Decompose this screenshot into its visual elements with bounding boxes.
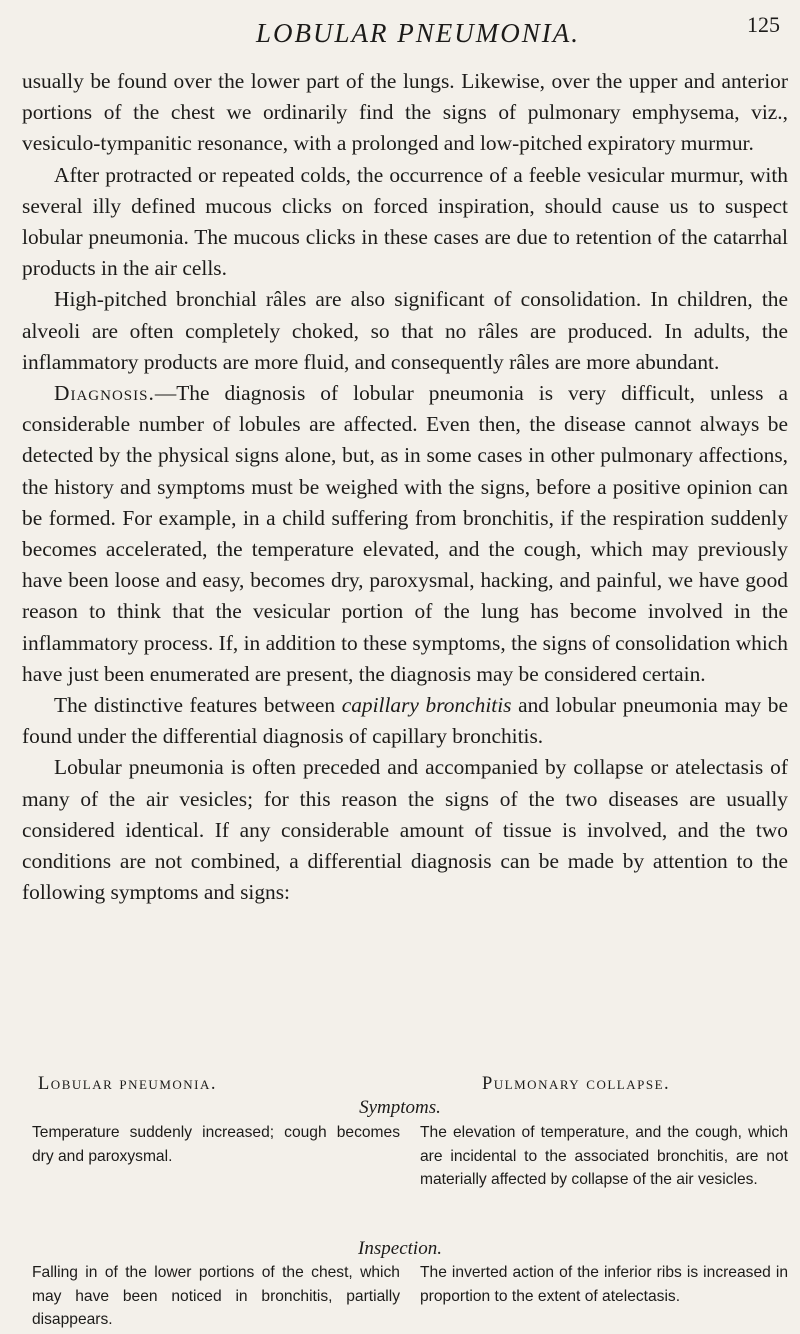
pulmonary-collapse-heading: Pulmonary collapse. — [482, 1074, 671, 1094]
capillary-bronchitis-term: capillary bronchitis — [341, 693, 512, 718]
symptoms-title: Symptoms. — [359, 1097, 441, 1118]
distinctive-text-start: The distinctive features between — [54, 693, 342, 718]
diagnosis-text: —The diagnosis of lobular pneumonia is very difficult, unless a considerable number of lobules are affected. Even then, the disease cannot always be detected by the physical signs alone, but, as in some cases in other pulmonary affections, the history and symptoms must be weighed with the signs, before a positive opinion can be formed. For example, in a child suffering from bronchitis, if the respiration suddenly becomes accelerated, the temperature elevated, and the cough, which may previously have been loose and easy, becomes dry, paroxysmal, hacking, and painful, we have good reason to think that the vesicular portion of the lung has become involved in the inflammatory process. If, in addition to these symptoms, the signs of consolidation which have just been enumerated are present, the diagnosis may be considered certain. — [22, 381, 788, 686]
running-title: LOBULAR PNEUMONIA. — [256, 18, 580, 48]
paragraph-continued: usually be found over the lower part of the lungs. Likewise, over the upper and anterior portions of the chest we ordinarily find the signs of pulmonary emphysema, viz., vesiculo-tympanitic resonance, with a prolonged and low-pitched expiratory murmur. — [22, 69, 788, 156]
diagnosis-heading: Diagnosis. — [54, 381, 155, 406]
paragraph-lobular-collapse: Lobular pneumonia is often preceded and accompanied by collapse or atelectasis of many of the air vesicles; for this reason the signs of the two diseases are usually considered identical. If any considerable amount of tissue is involved, and the two conditions are not combined, a differential diagnosis can be made by attention to the following symptoms and signs: — [22, 755, 788, 905]
symptoms-collapse-text: The elevation of temperature, and the cough, which are incidental to the associated bronchitis, are not materially affected by collapse of the air vesicles. — [420, 1124, 788, 1188]
symptoms-lobular-text: Temperature suddenly increased; cough becomes dry and paroxysmal. — [32, 1124, 400, 1165]
paragraph-bronchial-rales: High-pitched bronchial râles are also significant of consolidation. In children, the alveoli are often completely choked, so that no râles are produced. In adults, the inflammatory products are more fluid, and consequently râles are more abundant. — [22, 287, 788, 374]
body-text — [22, 66, 788, 908]
inspection-collapse-text: The inverted action of the inferior ribs is increased in proportion to the extent of atelectasis. — [420, 1264, 788, 1305]
paragraph-diagnosis — [22, 378, 788, 690]
lobular-pneumonia-heading: Lobular pneumonia. — [38, 1074, 217, 1094]
inspection-title: Inspection. — [358, 1238, 442, 1259]
page-number: 125 — [747, 12, 780, 37]
distinctive-text-end: and lobular pneumonia may be found under the differential diagnosis of capillary bronchitis. — [22, 693, 788, 749]
paragraph-distinctive-features — [22, 690, 788, 752]
inspection-lobular-text: Falling in of the lower portions of the chest, which may have been noticed in bronchitis, partially disappears. — [32, 1264, 400, 1328]
page-header — [0, 12, 800, 52]
paragraph-protracted-colds: After protracted or repeated colds, the occurrence of a feeble vesicular murmur, with several illy defined mucous clicks on forced inspiration, should cause us to suspect lobular pneumonia. The mucous clicks in these cases are due to retention of the catarrhal products in the air cells. — [22, 162, 788, 281]
